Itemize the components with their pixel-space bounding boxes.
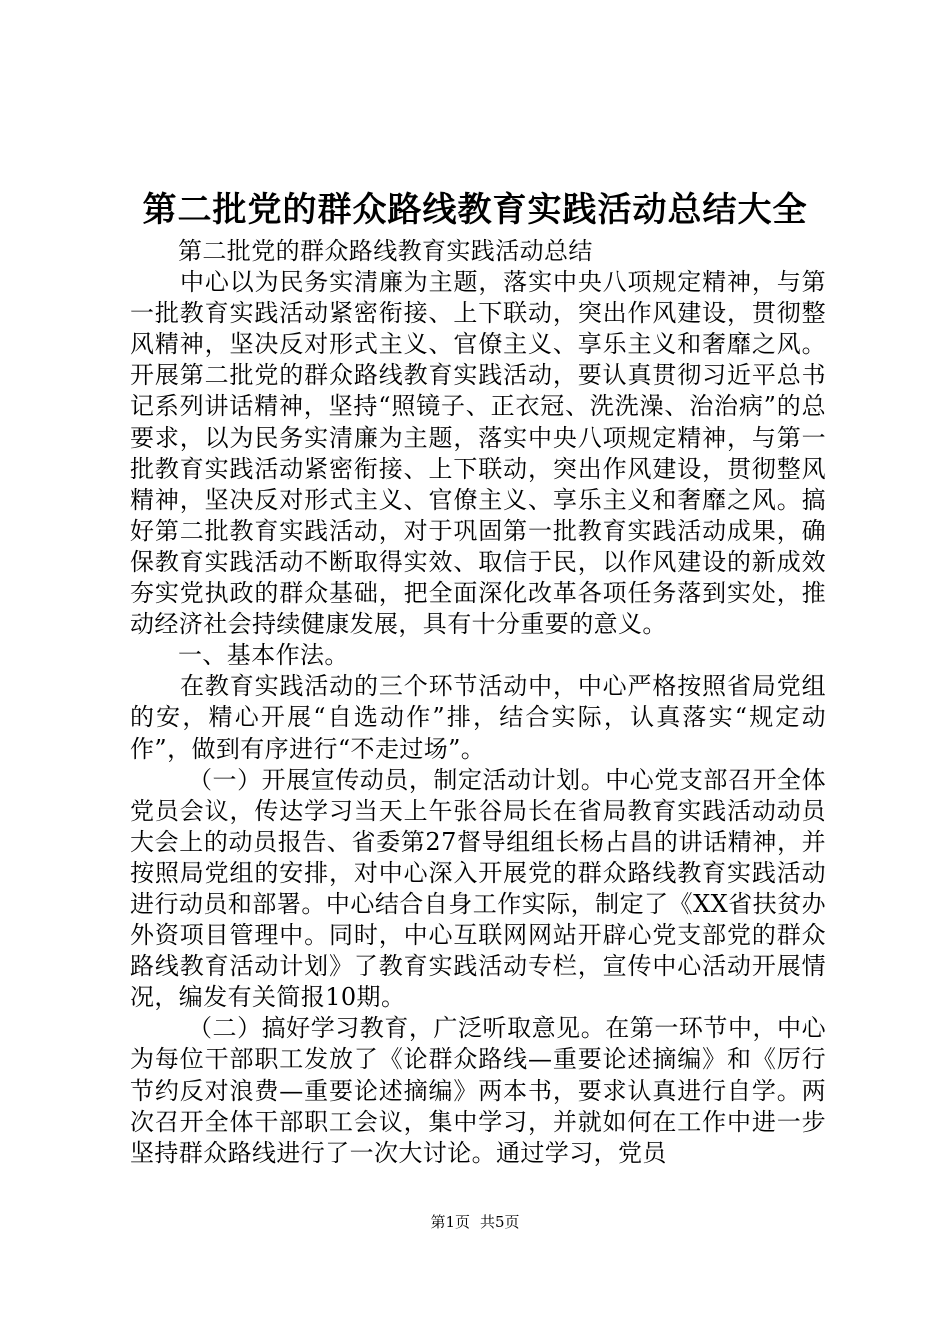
document-subtitle: 第二批党的群众路线教育实践活动总结 (178, 237, 593, 265)
page-number: 第1页 (430, 1213, 470, 1231)
document-body (130, 236, 826, 1169)
document-title: 第二批党的群众路线教育实践活动总结大全 (142, 190, 808, 230)
practice-paragraph: 在教育实践活动的三个环节活动中，中心严格按照省局党组的安，精心开展“自选动作”排，结合实际，认真落实“规定动作”，做到有序进行“不走过场”。 (130, 672, 826, 763)
intro-paragraph: 中心以为民务实清廉为主题，落实中央八项规定精神，与第一批教育实践活动紧密衔接、上下联动，突出作风建设，贯彻整风精神，坚决反对形式主义、官僚主义、享乐主义和奢靡之风。开展第二批党的群众路线教育实践活动，要认真贯彻习近平总书记系列讲话精神，坚持“照镜子、正衣冠、洗洗澡、治治病”的总要求，以为民务实清廉为主题，落实中央八项规定精神，与第一批教育实践活动紧密衔接、上下联动，突出作风建设，贯彻整风精神，坚决反对形式主义、官僚主义、享乐主义和奢靡之风。搞好第二批教育实践活动，对于巩固第一批教育实践活动成果，确保教育实践活动不断取得实效、取信于民，以作风建设的新成效夯实党执政的群众基础，把全面深化改革各项任务落到实处，推动经济社会持续健康发展，具有十分重要的意义。 (130, 268, 826, 639)
page-footer (0, 1212, 950, 1232)
subsection-two-paragraph: （二）搞好学习教育，广泛听取意见。在第一环节中，中心为每位干部职工发放了《论群众路线—重要论述摘编》和《厉行节约反对浪费—重要论述摘编》两本书，要求认真进行自学。两次召开全体干部职工会议，集中学习，并就如何在工作中进一步坚持群众路线进行了一次大讨论。通过学习，党员 (130, 1014, 826, 1167)
section-heading-basic-practice: 一、基本作法。 (178, 641, 349, 670)
page-total: 共5页 (480, 1213, 520, 1231)
subsection-one-paragraph: （一）开展宣传动员，制定活动计划。中心党支部召开全体党员会议，传达学习当天上午张谷局长在省局教育实践活动动员大会上的动员报告、省委第27督导组组长杨占昌的讲话精神，并按照局党组的安排，对中心深入开展党的群众路线教育实践活动进行动员和部署。中心结合自身工作实际，制定了《XX省扶贫办外资项目管理中。同时，中心互联网网站开辟心党支部党的群众路线教育活动计划》了教育实践活动专栏，宣传中心活动开展情况，编发有关简报10期。 (130, 765, 826, 1012)
